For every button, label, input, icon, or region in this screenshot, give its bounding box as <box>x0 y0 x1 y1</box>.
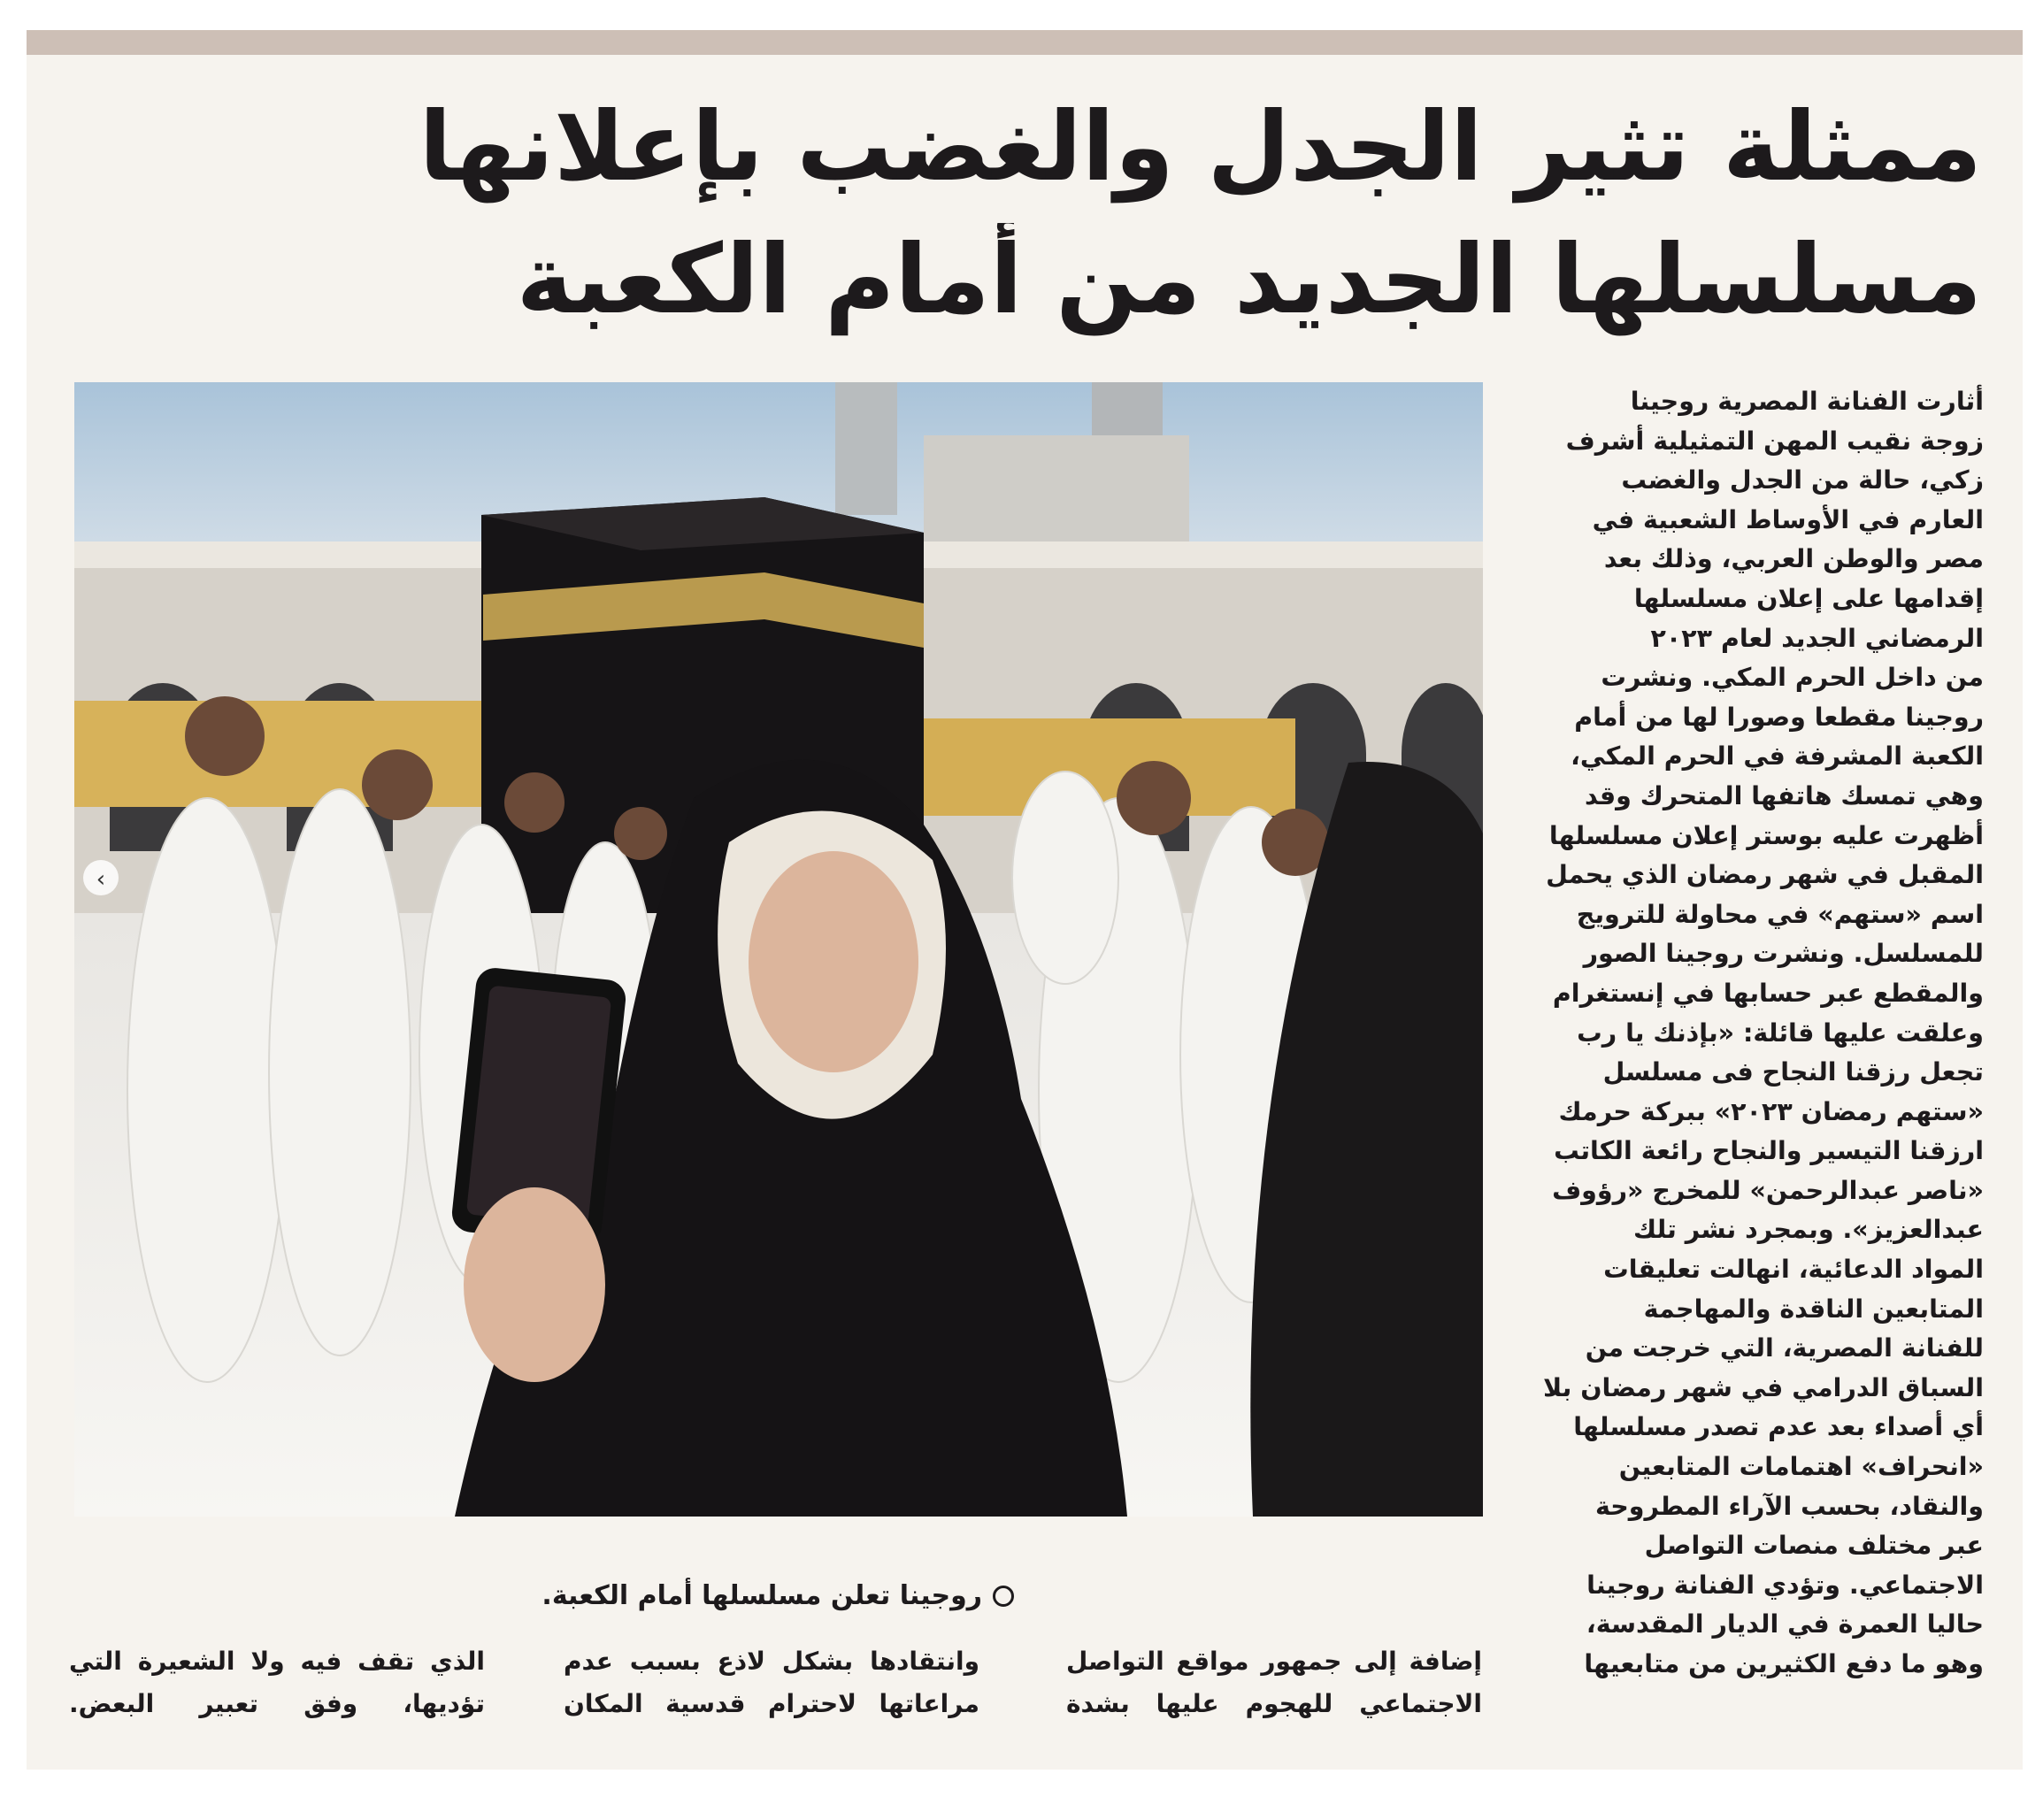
article-line: تجعل رزقنا النجاح فى مسلسل <box>1602 1057 1984 1087</box>
caption-bullet-icon <box>993 1586 1014 1607</box>
article-line: ارزقنا التيسير والنجاح رائعة الكاتب <box>1554 1136 1984 1166</box>
caption-text: روجينا تعلن مسلسلها أمام الكعبة. <box>541 1580 982 1611</box>
article-line: «ستهم رمضان ٢٠٢٣» ببركة حرمك <box>1558 1096 1984 1126</box>
article-line: زكي، حالة من الجدل والغضب <box>1621 465 1984 495</box>
article-line: السباق الدرامي في شهر رمضان بلا <box>1542 1372 1984 1402</box>
article-line: للفنانة المصرية، التي خرجت من <box>1585 1333 1984 1363</box>
bottom-line: الاجتماعي للهجوم عليها بشدة <box>1066 1689 1482 1718</box>
headline-line-2: مسلسلها الجديد من أمام الكعبة <box>516 225 1982 335</box>
article-line: الاجتماعي. وتؤدي الفنانة روجينا <box>1586 1570 1984 1600</box>
article-line: مصر والوطن العربي، وذلك بعد <box>1603 544 1984 574</box>
bottom-line: إضافة إلى جمهور مواقع التواصل <box>1066 1647 1482 1676</box>
article-line: المقبل في شهر رمضان الذي يحمل <box>1546 860 1984 890</box>
bottom-line: الذي تقف فيه ولا الشعيرة التي <box>69 1647 485 1676</box>
article-line: الرمضاني الجديد لعام ٢٠٢٣ <box>1650 623 1984 653</box>
bottom-column-3 <box>69 1640 485 1725</box>
article-line: العارم في الأوساط الشعبية في <box>1592 504 1984 534</box>
article-line: الكعبة المشرفة في الحرم المكي، <box>1571 741 1984 772</box>
article-line: والمقطع عبر حسابها في إنستغرام <box>1552 978 1984 1008</box>
bottom-line: مراعاتها لاحترام قدسية المكان <box>564 1689 979 1718</box>
article-line: المتابعين الناقدة والمهاجمة <box>1643 1294 1984 1324</box>
article-line: روجينا مقطعا وصورا لها من أمام <box>1574 702 1984 732</box>
article-line: عبدالعزيز». وبمجرد نشر تلك <box>1632 1215 1984 1245</box>
kaaba-scene-illustration <box>74 382 1483 1517</box>
face-shape <box>749 851 918 1072</box>
article-line: أظهرت عليه بوستر إعلان مسلسلها <box>1548 820 1984 850</box>
article-line: «انحراف» اهتمامات المتابعين <box>1618 1452 1984 1482</box>
article-line: زوجة نقيب المهن التمثيلية أشرف <box>1565 426 1984 456</box>
article-line: أثارت الفنانة المصرية روجينا <box>1630 387 1984 416</box>
article-line: للمسلسل. ونشرت روجينا الصور <box>1583 939 1984 969</box>
article-photo <box>74 382 1483 1517</box>
bottom-column-1 <box>1066 1640 1482 1725</box>
article-line: وعلقت عليها قائلة: «بإذنك يا رب <box>1577 1018 1984 1048</box>
article-line: المواد الدعائية، انهالت تعليقات <box>1603 1255 1984 1285</box>
top-color-bar <box>27 30 2023 55</box>
bottom-line: وانتقادها بشكل لاذع بسبب عدم <box>564 1647 979 1676</box>
headline-line-1: ممثلة تثير الجدل والغضب بإعلانها <box>419 92 1982 203</box>
article-line: عبر مختلف منصات التواصل <box>1644 1531 1984 1561</box>
bottom-column-2 <box>564 1640 979 1725</box>
photo-caption <box>541 1580 1014 1611</box>
article-line: اسم «ستهم» في محاولة للترويج <box>1576 899 1984 929</box>
article-line: وهو ما دفع الكثيرين من متابعيها <box>1584 1649 1984 1678</box>
article-line: والنقاد، بحسب الآراء المطروحة <box>1594 1491 1984 1521</box>
article-line: أي أصداء بعد عدم تصدر مسلسلها <box>1573 1412 1984 1442</box>
newspaper-page <box>27 30 2023 1770</box>
article-line: «ناصر عبدالرحمن» للمخرج «رؤوف <box>1552 1175 1984 1205</box>
svg-text:‹: ‹ <box>96 866 106 893</box>
bottom-line: تؤديها، وفق تعبير البعض. <box>69 1689 485 1718</box>
article-line: من داخل الحرم المكي. ونشرت <box>1601 663 1984 693</box>
article-body-column <box>1541 382 1984 1685</box>
article-line: وهي تمسك هاتفها المتحرك وقد <box>1585 780 1984 810</box>
article-line: إقدامها على إعلان مسلسلها <box>1633 583 1984 613</box>
article-line: حاليا العمرة في الديار المقدسة، <box>1586 1609 1984 1640</box>
